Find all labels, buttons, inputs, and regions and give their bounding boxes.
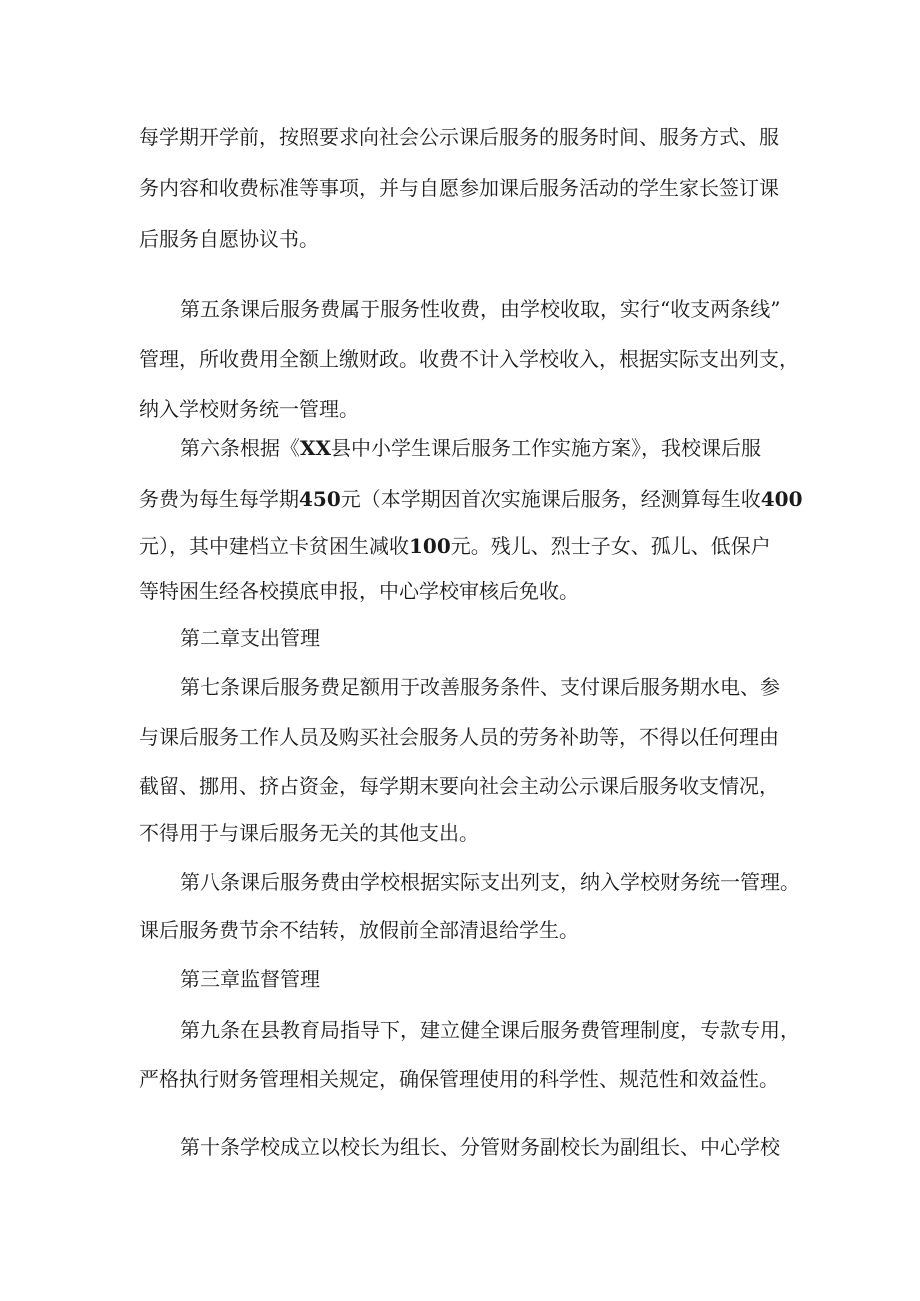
text-line: 截留、挪用、挤占资金，每学期末要向社会主动公示课后服务收支情况， xyxy=(139,774,779,798)
text-line: 第八条课后服务费由学校根据实际支出列支，纳入学校财务统一管理。 xyxy=(180,870,800,894)
text-line: 严格执行财务管理相关规定，确保管理使用的科学性、规范性和效益性。 xyxy=(139,1067,779,1091)
text-line: 第七条课后服务费足额用于改善服务条件、支付课后服务期水电、参 xyxy=(180,675,780,699)
chapter-heading: 第二章支出管理 xyxy=(180,626,320,650)
text-line: 务内容和收费标准等事项，并与自愿参加课后服务活动的学生家长签订课 xyxy=(139,176,779,200)
text-line: 第六条根据《XX县中小学生课后服务工作实施方案》，我校课后服 xyxy=(180,436,762,460)
text-line: 纳入学校财务统一管理。 xyxy=(139,397,359,421)
text-line: 第九条在县教育局指导下，建立健全课后服务费管理制度，专款专用， xyxy=(180,1018,800,1042)
text-line: 第十条学校成立以校长为组长、分管财务副校长为副组长、中心学校 xyxy=(180,1135,780,1159)
text-line: 不得用于与课后服务无关的其他支出。 xyxy=(139,821,479,845)
text-line: 第五条课后服务费属于服务性收费，由学校收取，实行“收支两条线” xyxy=(180,297,781,321)
text-line: 管理，所收费用全额上缴财政。收费不计入学校收入，根据实际支出列支， xyxy=(139,347,799,371)
text-line: 务费为每生每学期450元（本学期因首次实施课后服务，经测算每生收400 xyxy=(139,487,803,511)
text-line: 元），其中建档立卡贫困生减收100元。残儿、烈士子女、孤儿、低保户 xyxy=(139,534,771,558)
text-line: 每学期开学前，按照要求向社会公示课后服务的服务时间、服务方式、服 xyxy=(139,125,779,149)
chapter-heading: 第三章监督管理 xyxy=(180,967,320,991)
text-line: 课后服务费节余不结转，放假前全部清退给学生。 xyxy=(139,918,579,942)
text-line: 与课后服务工作人员及购买社会服务人员的劳务补助等，不得以任何理由 xyxy=(139,725,779,749)
text-line: 后服务自愿协议书。 xyxy=(139,227,319,251)
text-line: 等特困生经各校摸底申报，中心学校审核后免收。 xyxy=(139,579,579,603)
